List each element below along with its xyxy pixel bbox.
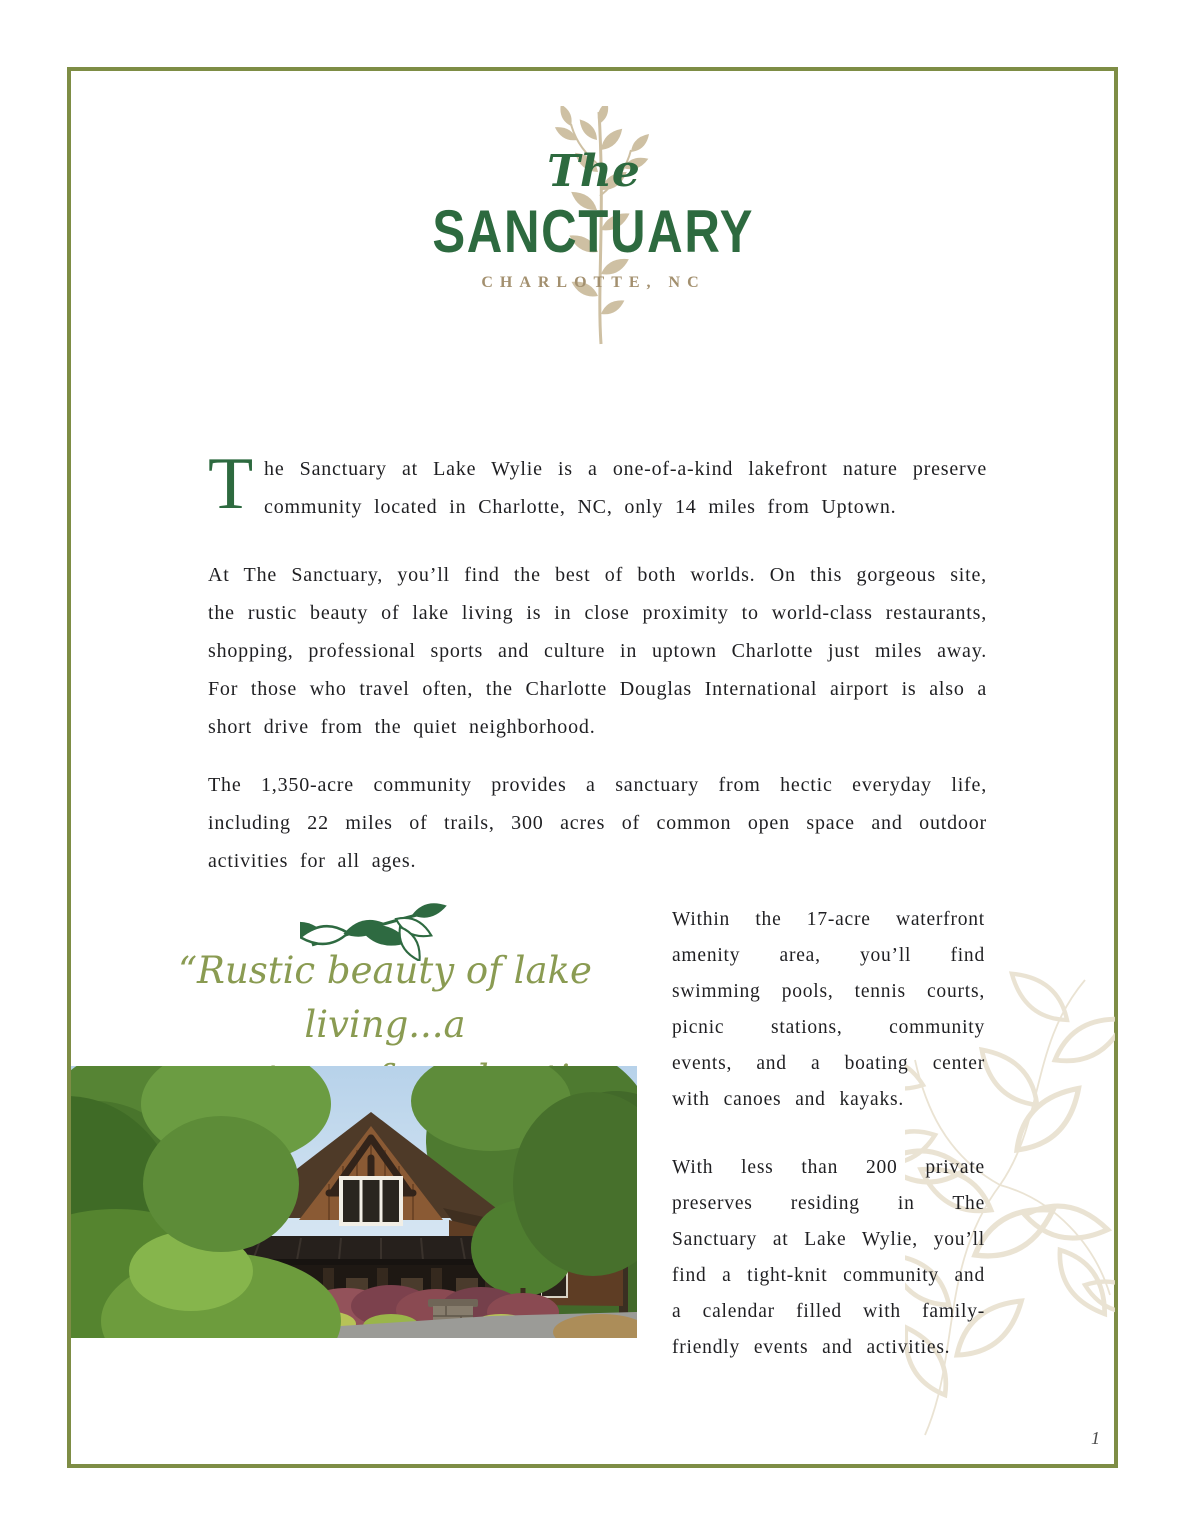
sidebar-paragraph-amenities: Within the 17-acre waterfront amenity area, you’ll find swimming pools, tennis courts, picnic stations, community events, and a boating center with canoes and kayaks.	[672, 908, 985, 1110]
pull-quote-line1: “Rustic beauty of lake living...a	[178, 949, 592, 1046]
logo-wordmark	[0, 197, 1187, 266]
drop-cap: T	[208, 443, 255, 525]
logo-the-script: The	[547, 146, 640, 197]
clubhouse-photo	[71, 1066, 637, 1338]
sidebar-paragraph-community: With less than 200 private preserves residing in The Sanctuary at Lake Wylie, you’ll find a tight-knit community and a calendar filled with family-friendly events and activities.	[672, 1156, 985, 1358]
paragraph-best-of-both-worlds: At The Sanctuary, you’ll find the best of both worlds. On this gorgeous site, the rustic beauty of lake living is in close proximity to world-class restaurants, shopping, professional sports and culture in uptown Charlotte just miles away. For those who travel often, the Charlotte Douglas International airport is also a short drive from the quiet neighborhood.	[208, 564, 987, 738]
clubhouse-photo-art	[71, 1066, 637, 1338]
logo-location: CHARLOTTE, NC	[481, 274, 706, 291]
page-number: 1	[1091, 1428, 1100, 1448]
intro-paragraph	[208, 443, 987, 526]
intro-paragraph-text: he Sanctuary at Lake Wylie is a one-of-a-kind lakefront nature preserve community located in Charlotte, NC, only 14 miles from Uptown.	[264, 458, 987, 518]
paragraph-community-acreage: The 1,350-acre community provides a sanctuary from hectic everyday life, including 22 miles of trails, 300 acres of common open space and outdoor activities for all ages.	[208, 774, 987, 872]
logo-wordmark-text: SANCTUARY	[432, 198, 755, 265]
